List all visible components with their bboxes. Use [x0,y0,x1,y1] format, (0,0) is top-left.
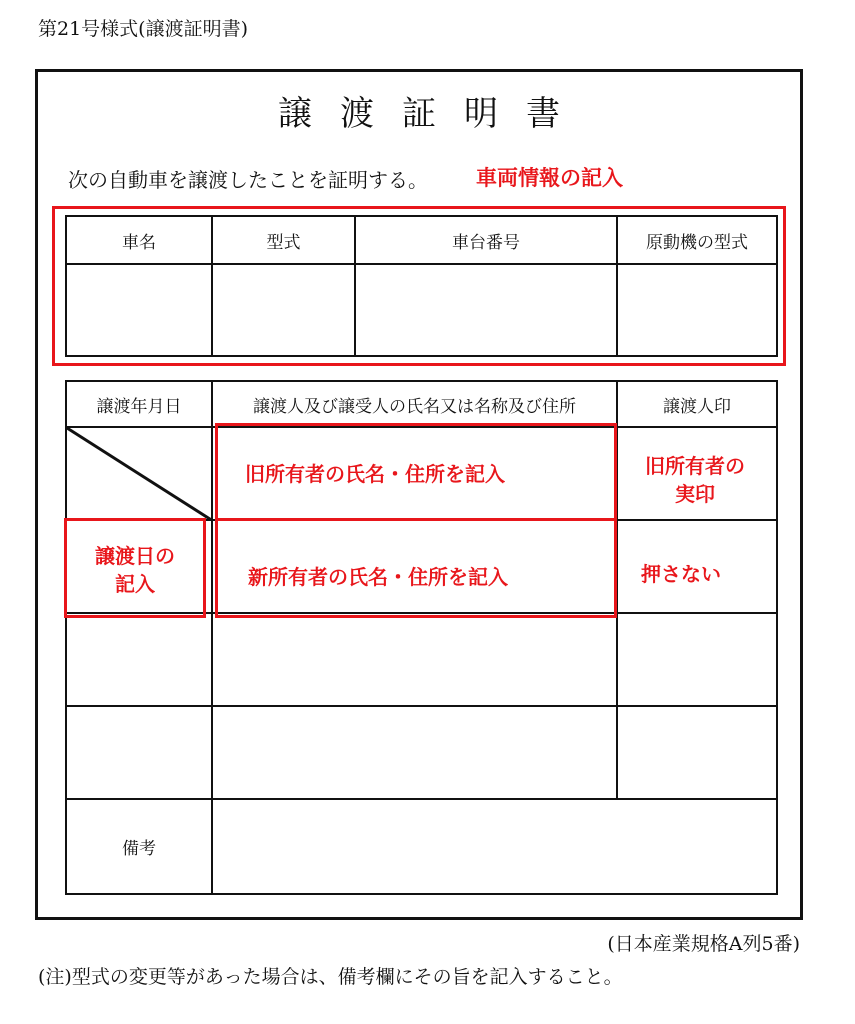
annotation-no-seal: 押さない [641,562,721,586]
header-transferor-seal: 譲渡人印 [617,381,777,427]
owner-info-divider [215,518,617,521]
annotation-date-line2: 記入 [115,572,155,596]
annotation-vehicle-info: 車両情報の記入 [476,166,623,190]
header-engine-model: 原動機の型式 [617,216,777,264]
annotation-date-line1: 譲渡日の [95,544,175,568]
remarks-label: 備考 [66,799,212,894]
form-number: 第21号様式(譲渡証明書) [38,18,249,40]
seal-cell[interactable] [617,613,777,706]
page-title: 譲渡証明書 [278,94,588,134]
parties-cell[interactable] [212,706,617,799]
header-chassis-number: 車台番号 [355,216,617,264]
diagonal-line [67,428,213,521]
footnote: (注)型式の変更等があった場合は、備考欄にその旨を記入すること。 [38,966,623,988]
diagonal-cell [66,427,212,520]
annotation-date [66,542,204,598]
annotation-seal-line1: 旧所有者の [645,454,745,478]
header-vehicle-name: 車名 [66,216,212,264]
seal-cell[interactable] [617,706,777,799]
transfer-date-cell[interactable] [66,706,212,799]
annotation-new-owner: 新所有者の氏名・住所を記入 [248,565,508,589]
header-transfer-date: 譲渡年月日 [66,381,212,427]
paper-standard: (日本産業規格A列5番) [607,933,800,955]
header-parties: 譲渡人及び譲受人の氏名又は名称及び住所 [212,381,617,427]
header-model: 型式 [212,216,355,264]
transfer-date-cell[interactable] [66,613,212,706]
annotation-old-owner: 旧所有者の氏名・住所を記入 [245,462,505,486]
intro-text: 次の自動車を譲渡したことを証明する。 [68,168,428,192]
parties-cell[interactable] [212,613,617,706]
annotation-seal-line2: 実印 [675,482,715,506]
vehicle-info-highlight [52,206,786,366]
remarks-cell[interactable] [212,799,777,894]
annotation-seal [620,452,770,508]
